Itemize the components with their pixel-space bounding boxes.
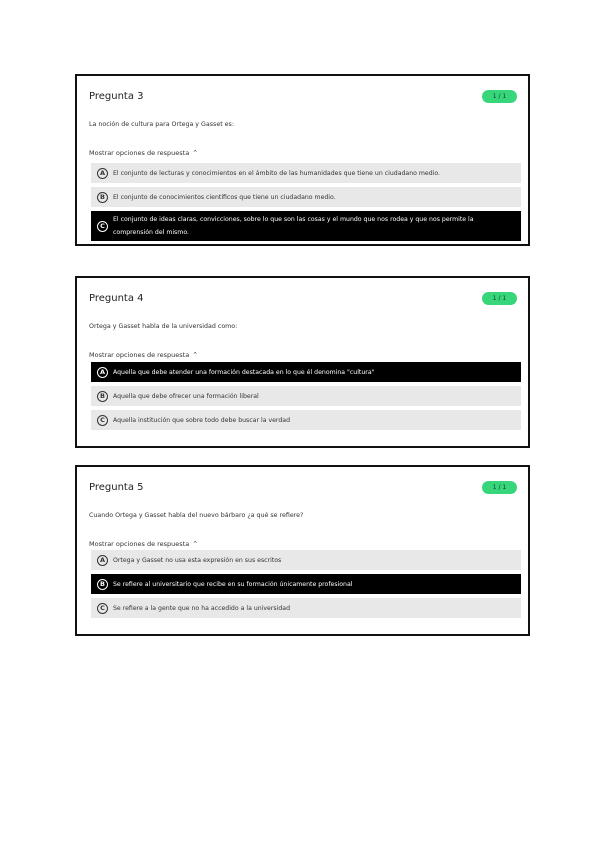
option-letter-badge: B — [97, 391, 108, 402]
option-letter-badge: C — [97, 603, 108, 614]
option-letter-badge: A — [97, 168, 108, 179]
question-title: Pregunta 5 — [89, 482, 144, 493]
answer-option-b[interactable] — [91, 187, 521, 207]
option-text: Se refiere a la gente que no ha accedido a la universidad — [113, 604, 290, 612]
option-letter-badge: C — [97, 221, 108, 232]
question-title: Pregunta 3 — [89, 91, 144, 102]
question-text: La noción de cultura para Ortega y Gasset es: — [89, 121, 234, 128]
question-card-3 — [75, 74, 530, 246]
option-text: Ortega y Gasset no usa esta expresión en sus escritos — [113, 556, 282, 564]
answer-option-c[interactable] — [91, 211, 521, 241]
chevron-up-icon: ⌃ — [192, 149, 199, 157]
option-text: El conjunto de conocimientos científicos que tiene un ciudadano medio. — [113, 193, 336, 201]
toggle-label: Mostrar opciones de respuesta — [89, 351, 190, 359]
option-text: Aquella institución que sobre todo debe buscar la verdad — [113, 416, 291, 424]
answer-option-a[interactable] — [91, 550, 521, 570]
show-options-toggle[interactable] — [89, 540, 198, 548]
question-text: Cuando Ortega y Gasset habla del nuevo bárbaro ¿a qué se refiere? — [89, 512, 304, 519]
option-text: Aquella que debe ofrecer una formación liberal — [113, 392, 259, 400]
answer-option-c[interactable] — [91, 598, 521, 618]
option-text: Se refiere al universitario que recibe en su formación únicamente profesional — [113, 580, 353, 588]
show-options-toggle[interactable] — [89, 351, 198, 359]
answer-option-b[interactable] — [91, 574, 521, 594]
option-letter-badge: B — [97, 192, 108, 203]
option-letter-badge: A — [97, 555, 108, 566]
option-text: El conjunto de ideas claras, convicciones, sobre lo que son las cosas y el mundo que nos rodea y que nos permite la comprensión del mismo. — [113, 216, 474, 236]
question-title: Pregunta 4 — [89, 293, 144, 304]
score-badge: 1 / 1 — [482, 90, 517, 103]
answer-option-c[interactable] — [91, 410, 521, 430]
option-letter-badge: A — [97, 367, 108, 378]
option-letter-badge: C — [97, 415, 108, 426]
toggle-label: Mostrar opciones de respuesta — [89, 149, 190, 157]
score-badge: 1 / 1 — [482, 292, 517, 305]
question-card-4 — [75, 276, 530, 448]
option-text: El conjunto de lecturas y conocimientos en el ámbito de las humanidades que tiene un ciudadano medio. — [113, 169, 441, 177]
score-badge: 1 / 1 — [482, 481, 517, 494]
option-letter-badge: B — [97, 579, 108, 590]
answer-option-a[interactable] — [91, 362, 521, 382]
chevron-up-icon: ⌃ — [192, 540, 199, 548]
question-text: Ortega y Gasset habla de la universidad como: — [89, 323, 238, 330]
option-text: Aquella que debe atender una formación destacada en lo que él denomina "cultura" — [113, 368, 375, 376]
answer-option-b[interactable] — [91, 386, 521, 406]
toggle-label: Mostrar opciones de respuesta — [89, 540, 190, 548]
answer-option-a[interactable] — [91, 163, 521, 183]
chevron-up-icon: ⌃ — [192, 351, 199, 359]
question-card-5 — [75, 465, 530, 636]
show-options-toggle[interactable] — [89, 149, 198, 157]
